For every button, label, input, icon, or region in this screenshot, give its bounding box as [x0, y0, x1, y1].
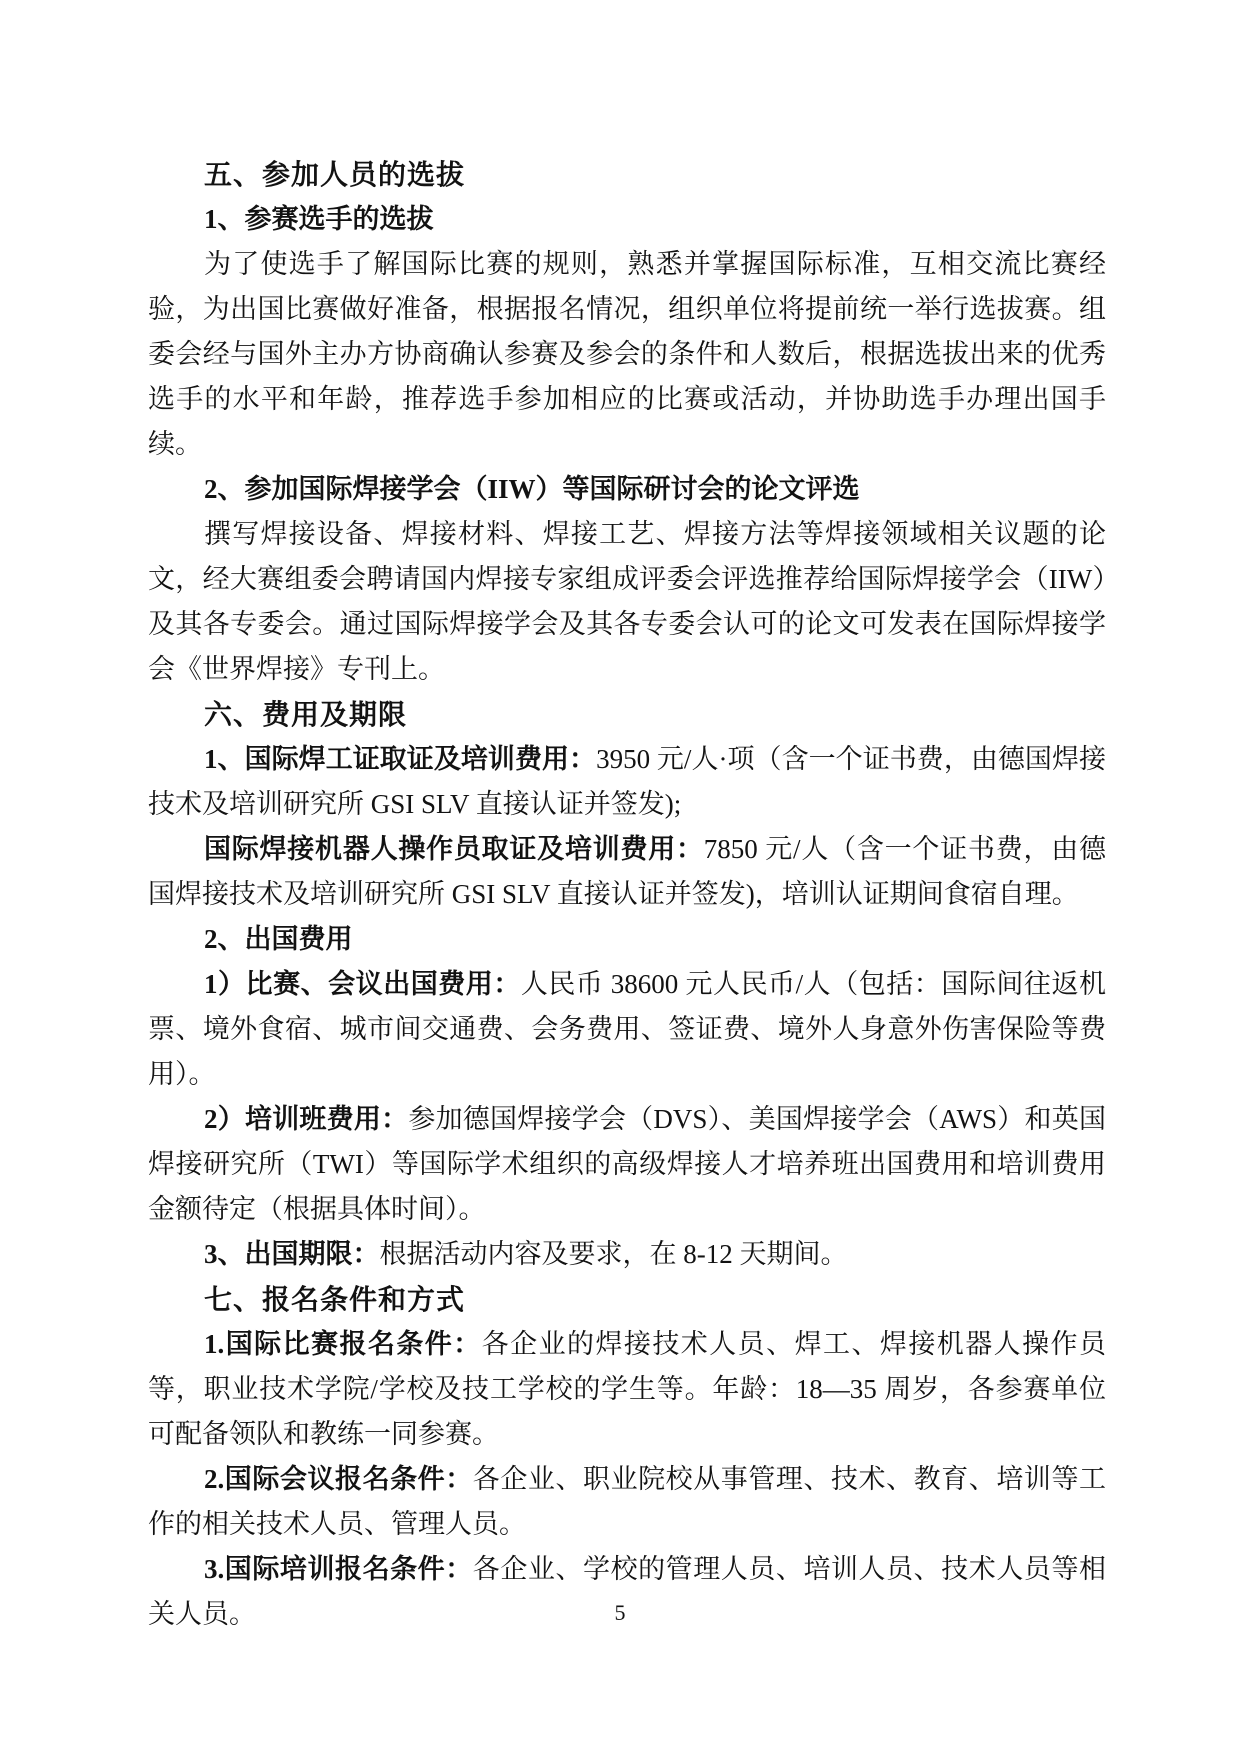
body-paragraph: 1、国际焊工证取证及培训费用：3950 元/人·项（含一个证书费，由德国焊接技术及培训研究所 GSI SLV 直接认证并签发);	[148, 744, 1107, 819]
paragraph-lead: 2.国际会议报名条件：	[204, 1464, 473, 1494]
body-paragraph: 为了使选手了解国际比赛的规则，熟悉并掌握国际标准，互相交流比赛经验，为出国比赛做好准备，根据报名情况，组织单位将提前统一举行选拔赛。组委会经与国外主办方协商确认参赛及参会的条件和人数后，根据选拔出来的优秀选手的水平和年龄，推荐选手参加相应的比赛或活动，并协助选手办理出国手续。	[148, 249, 1106, 459]
paragraph-lead: 3、出国期限：	[204, 1239, 380, 1269]
sub-heading: 2、参加国际焊接学会（IIW）等国际研讨会的论文评选	[204, 474, 860, 504]
body-paragraph: 撰写焊接设备、焊接材料、焊接工艺、焊接方法等焊接领域相关议题的论文，经大赛组委会聘请国内焊接专家组成评委会评选推荐给国际焊接学会（IIW）及其各专委会。通过国际焊接学会及其各专委会认可的论文可发表在国际焊接学会《世界焊接》专刊上。	[148, 519, 1106, 684]
paragraph-lead: 1.国际比赛报名条件：	[204, 1329, 482, 1359]
section-heading: 五、参加人员的选拔	[204, 159, 466, 190]
body-paragraph: 1.国际比赛报名条件：各企业的焊接技术人员、焊工、焊接机器人操作员等，职业技术学院/学校及技工学校的学生等。年龄：18—35 周岁，各参赛单位可配备领队和教练一同参赛。	[148, 1329, 1107, 1449]
body-paragraph: 2.国际会议报名条件：各企业、职业院校从事管理、技术、教育、培训等工作的相关技术人员、管理人员。	[148, 1464, 1106, 1539]
paragraph-lead: 2）培训班费用：	[204, 1104, 409, 1134]
sub-heading: 2、出国费用	[204, 924, 353, 954]
paragraph-lead: 国际焊接机器人操作员取证及培训费用：	[204, 834, 704, 864]
section-heading: 六、费用及期限	[204, 699, 408, 730]
paragraph-lead: 1）比赛、会议出国费用：	[204, 969, 521, 999]
page-number: 5	[614, 1600, 626, 1625]
sub-heading: 1、参赛选手的选拔	[204, 204, 434, 234]
body-paragraph: 3.国际培训报名条件：各企业、学校的管理人员、培训人员、技术人员等相关人员。	[148, 1554, 1106, 1629]
body-paragraph: 国际焊接机器人操作员取证及培训费用：7850 元/人（含一个证书费，由德国焊接技术及培训研究所 GSI SLV 直接认证并签发)，培训认证期间食宿自理。	[148, 834, 1106, 909]
body-paragraph: 3、出国期限：根据活动内容及要求，在 8-12 天期间。	[204, 1239, 848, 1269]
body-paragraph: 1）比赛、会议出国费用：人民币 38600 元人民币/人（包括：国际间往返机票、境外食宿、城市间交通费、会务费用、签证费、境外人身意外伤害保险等费用）。	[148, 969, 1106, 1089]
paragraph-lead: 3.国际培训报名条件：	[204, 1554, 473, 1584]
body-paragraph: 2）培训班费用：参加德国焊接学会（DVS）、美国焊接学会（AWS）和英国焊接研究所（TWI）等国际学术组织的高级焊接人才培养班出国费用和培训费用金额待定（根据具体时间）。	[148, 1104, 1106, 1224]
paragraph-lead: 1、国际焊工证取证及培训费用：	[204, 744, 597, 774]
content	[148, 152, 1106, 1637]
section-heading: 七、报名条件和方式	[204, 1284, 466, 1315]
